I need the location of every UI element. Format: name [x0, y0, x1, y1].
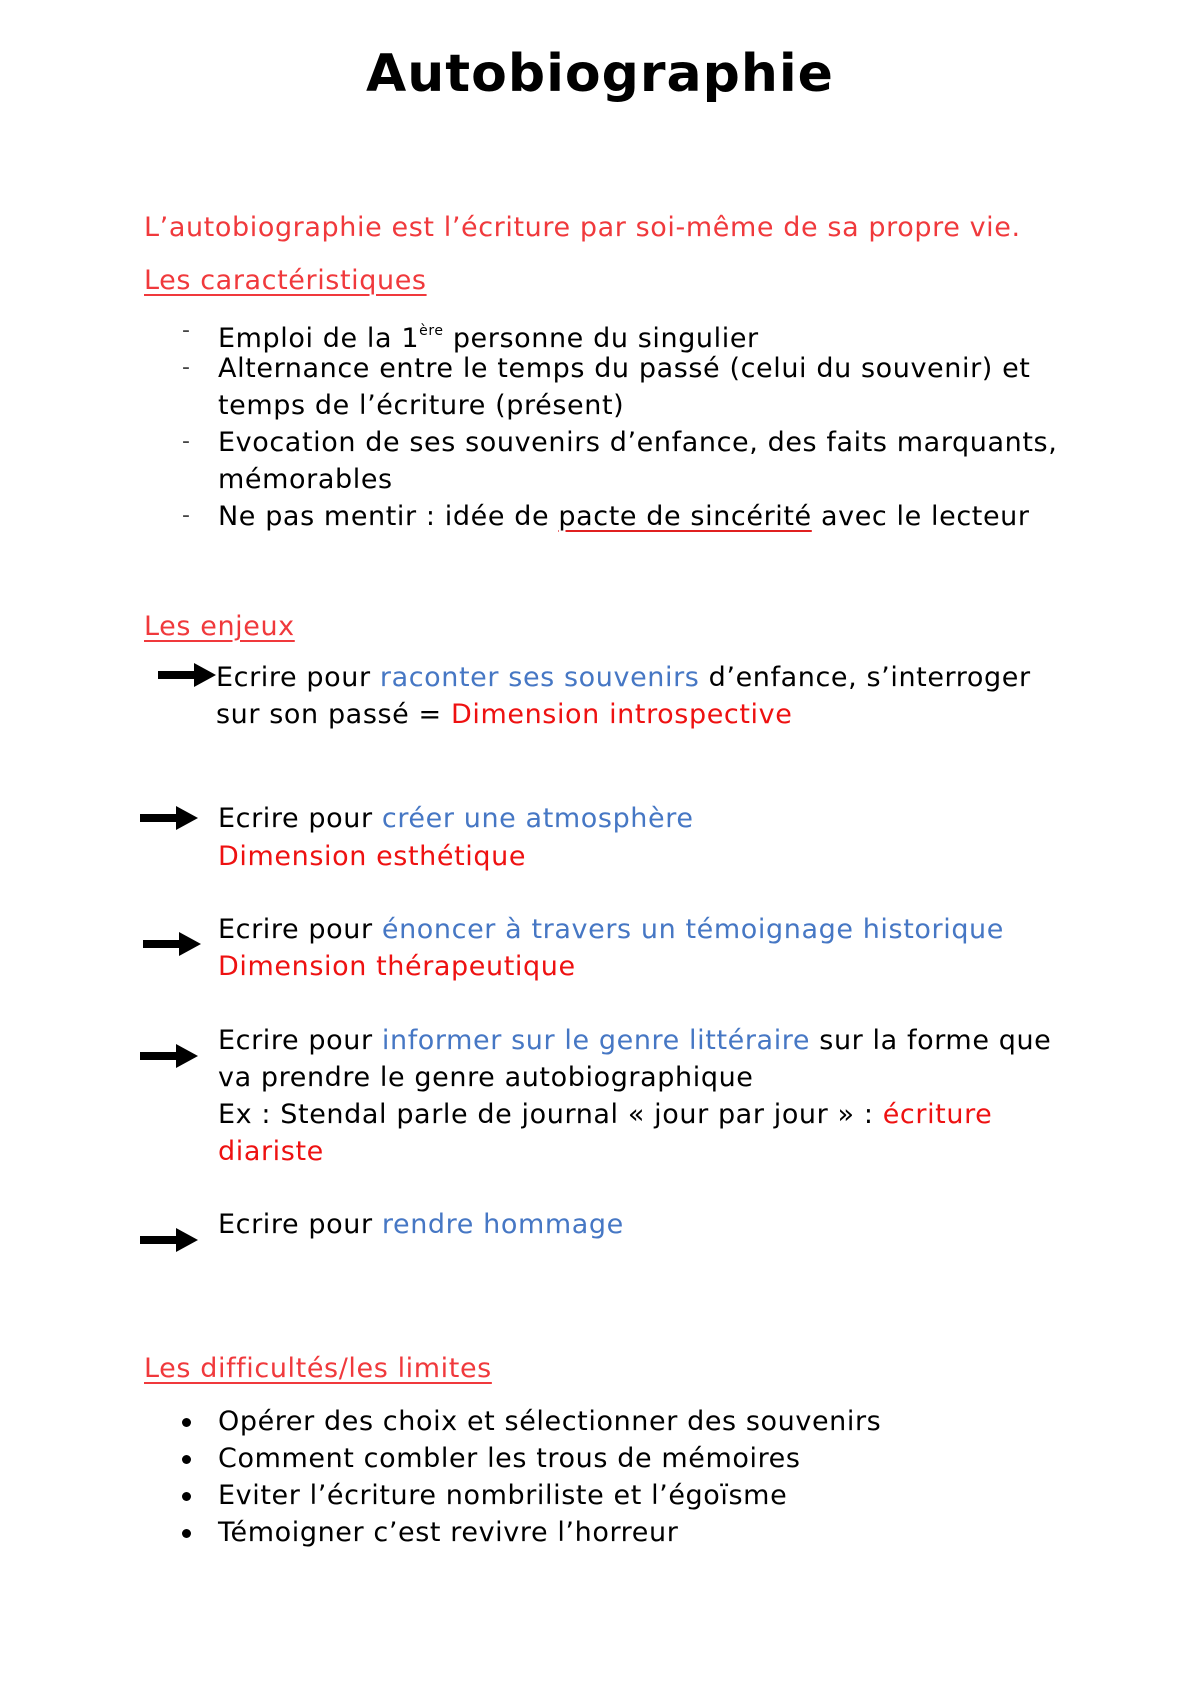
heading-limits: Les difficultés/les limites [144, 1353, 492, 1384]
characteristic-item: Emploi de la 1ère personne du singulier [218, 323, 759, 354]
stake-item: Ecrire pour informer sur le genre littéraire sur la forme que [218, 1025, 1052, 1056]
dash-marker: - [182, 318, 190, 343]
stake-item: Ecrire pour créer une atmosphère [218, 803, 694, 834]
limit-item: Comment combler les trous de mémoires [218, 1443, 801, 1474]
limit-item: Témoigner c’est revivre l’horreur [218, 1517, 679, 1548]
stake-item: Ecrire pour raconter ses souvenirs d’enfance, s’interroger [216, 662, 1031, 693]
dash-marker: - [182, 429, 190, 454]
bullet-icon [182, 1492, 191, 1501]
right-arrow-icon [143, 929, 203, 959]
bullet-icon [182, 1455, 191, 1464]
bullet-icon [182, 1418, 191, 1427]
stake-dimension: Dimension esthétique [218, 841, 527, 872]
stake-item: Ecrire pour rendre hommage [218, 1209, 624, 1240]
bullet-icon [182, 1529, 191, 1538]
page-title: Autobiographie [366, 44, 834, 104]
characteristic-item-cont: mémorables [218, 464, 393, 495]
definition: L’autobiographie est l’écriture par soi-même de sa propre vie. [144, 212, 1021, 243]
stake-item-cont: sur son passé = Dimension introspective [216, 699, 793, 730]
right-arrow-icon [140, 1225, 200, 1255]
dash-marker: - [182, 355, 190, 380]
characteristic-item: Evocation de ses souvenirs d’enfance, des faits marquants, [218, 427, 1058, 458]
stake-item: Ecrire pour énoncer à travers un témoignage historique [218, 914, 1004, 945]
limit-item: Opérer des choix et sélectionner des souvenirs [218, 1406, 882, 1437]
stake-item-cont: va prendre le genre autobiographique [218, 1062, 754, 1093]
characteristic-item-cont: temps de l’écriture (présent) [218, 390, 625, 421]
dash-marker: - [182, 503, 190, 528]
stake-dimension: Dimension thérapeutique [218, 951, 576, 982]
right-arrow-icon [158, 660, 218, 690]
heading-stakes: Les enjeux [144, 611, 295, 642]
limit-item: Eviter l’écriture nombriliste et l’égoïsme [218, 1480, 788, 1511]
stake-item-cont: Ex : Stendal parle de journal « jour par jour » : écriture [218, 1099, 993, 1130]
stake-item-cont: diariste [218, 1136, 324, 1167]
heading-characteristics: Les caractéristiques [144, 265, 427, 296]
characteristic-item: Ne pas mentir : idée de pacte de sincérité avec le lecteur [218, 501, 1030, 532]
sincerity-pact: pacte de sincérité [558, 501, 812, 532]
characteristic-item: Alternance entre le temps du passé (celui du souvenir) et [218, 353, 1031, 384]
right-arrow-icon [140, 1041, 200, 1071]
right-arrow-icon [140, 803, 200, 833]
